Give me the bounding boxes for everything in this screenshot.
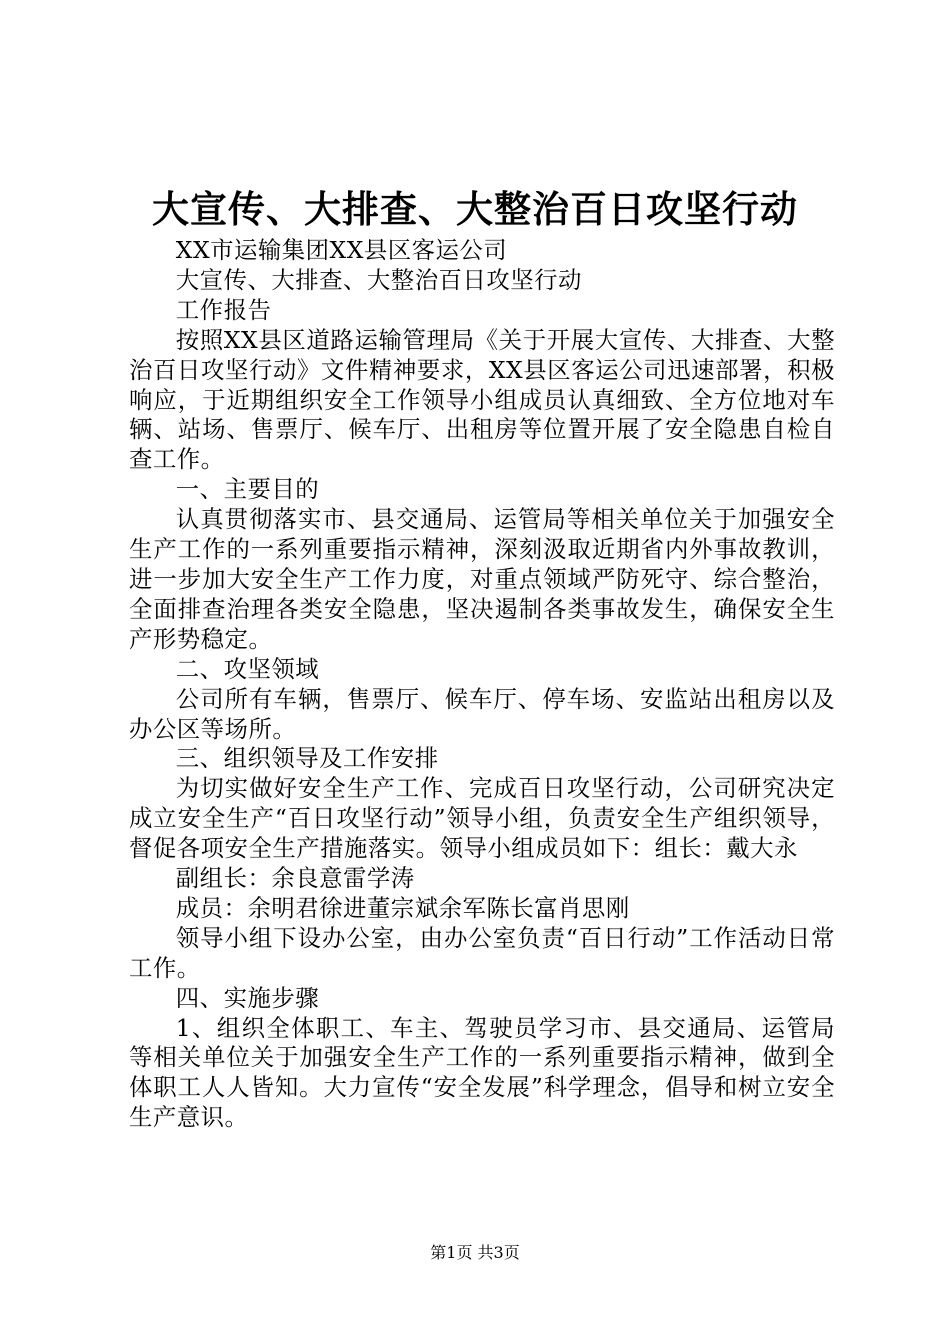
section-heading-4: 四、实施步骤	[175, 983, 320, 1012]
section-heading-3: 三、组织领导及工作安排	[175, 744, 439, 773]
section-2-paragraph: 公司所有车辆，售票厅、候车厅、停车场、安监站出租房以及办公区等场所。	[129, 684, 835, 743]
section-1-paragraph: 认真贯彻落实市、县交通局、运管局等相关单位关于加强安全生产工作的一系列重要指示精神，深刻汲取近期省内外事故教训，进一步加大安全生产工作力度，对重点领域严防死守、综合整治，全面排查治理各类安全隐患，坚决遏制各类事故发生，确保安全生产形势稳定。	[129, 505, 835, 653]
document-body	[129, 236, 835, 1133]
section-heading-1: 一、主要目的	[175, 475, 320, 504]
members: 成员：余明君徐进董宗斌余军陈长富肖思刚	[175, 893, 630, 922]
section-heading-2: 二、攻坚领域	[175, 654, 320, 683]
deputy-leaders: 副组长：余良意雷学涛	[175, 864, 415, 893]
company-name: XX市运输集团XX县区客运公司	[175, 236, 508, 264]
section-3-paragraph: 为切实做好安全生产工作、完成百日攻坚行动，公司研究决定成立安全生产“百日攻坚行动”领导小组，负责安全生产组织领导，督促各项安全生产措施落实。领导小组成员如下：组长：戴大永	[129, 774, 835, 863]
step-1-paragraph: 1、组织全体职工、车主、驾驶员学习市、县交通局、运管局等相关单位关于加强安全生产工作的一系列重要指示精神，做到全体职工人人皆知。大力宣传“安全发展”科学理念，倡导和树立安全生产意识。	[129, 1013, 835, 1132]
report-label: 工作报告	[175, 295, 272, 324]
page-footer: 第1页 共3页	[430, 1243, 520, 1262]
office-paragraph: 领导小组下设办公室，由办公室负责“百日行动”工作活动日常工作。	[129, 923, 835, 982]
document-title: 大宣传、大排查、大整治百日攻坚行动	[152, 187, 798, 231]
report-subtitle: 大宣传、大排查、大整治百日攻坚行动	[175, 265, 582, 294]
intro-paragraph: 按照XX县区道路运输管理局《关于开展大宣传、大排查、大整治百日攻坚行动》文件精神要求，XX县区客运公司迅速部署，积极响应，于近期组织安全工作领导小组成员认真细致、全方位地对车辆、站场、售票厅、候车厅、出租房等位置开展了安全隐患自检自查工作。	[129, 325, 835, 474]
